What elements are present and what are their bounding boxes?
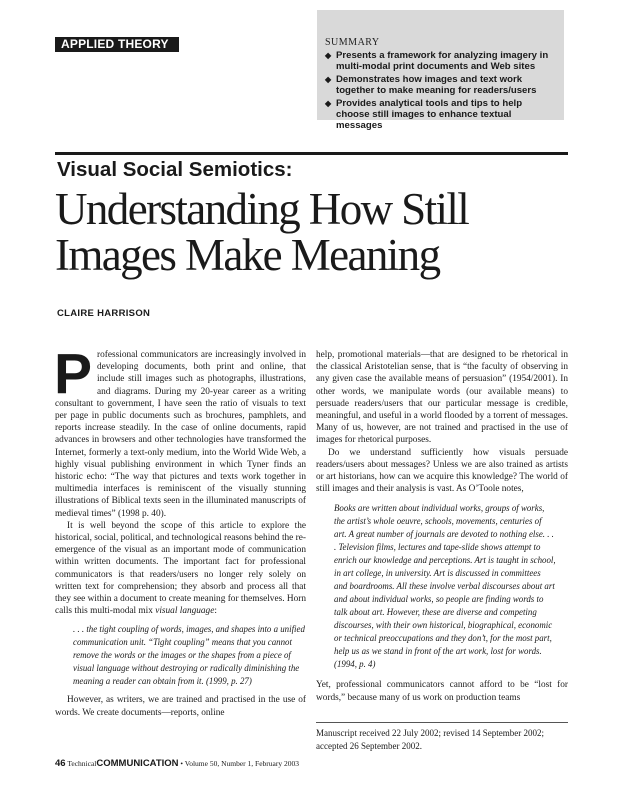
page-footer: [55, 758, 299, 769]
article-kicker: Visual Social Semiotics:: [57, 158, 293, 181]
paragraph: It is well beyond the scope of this article to explore the historical, social, political, and technological reasons behind the re-emergence of the visual as an important mode of communication within written documents. The important fact for professional communicators is that readers/users no longer rely solely on written text for comprehension; they absorb and process all that they see within a document to create meaning for themselves. Horn calls this multi-modal mix visual language:: [55, 520, 306, 617]
paragraph: Professional communicators are increasingly involved in developing documents, both print and online, that include still images such as photographs, illustrations, and diagrams. During my 20-year career as a writing consultant to government, I have seen the ratio of visuals to text per page in public documents such as brochures, pamphlets, and reports increase steadily. In the case of online documents, rapid advances in browsers and other technologies have transformed the Internet, formerly a text-only medium, into the World Wide Web, a highly visual publishing environment in which Tyner finds an historic echo: “The way that pictures and texts work together in multimedia interfaces is reminiscent of the visually stunning illustrations of Biblical texts seen in the illuminated manuscripts of medieval times” (1998 p. 40).: [54, 342, 306, 519]
block-quote: . . . the tight coupling of words, images, and shapes into a unified communication unit. “Tight coupling” means that you cannot remove the words or the images or the shapes from a piece of visual language without destroying or radically diminishing the meaning a reader can obtain from it. (1999, p. 27): [73, 624, 305, 687]
author-name: CLAIRE HARRISON: [57, 308, 151, 319]
diamond-bullet-icon: ◆: [325, 74, 332, 84]
paragraph: help, promotional materials—that are designed to be rhetorical in the classical Aristotelian sense, that is “the faculty of observing in any given case the available means of persuasion” (1954/2001). In other words, we manipulate words (our available means) to persuade readers/users that our particular message is credible, meaningful, and useful in a world flooded by a torrent of messages. Many of us, however, are not trained and practised in the use of images for rhetorical purposes.: [316, 350, 568, 446]
diamond-bullet-icon: ◆: [325, 98, 332, 108]
section-tag: APPLIED THEORY: [55, 37, 179, 52]
issue-info: • Volume 50, Number 1, February 2003: [180, 759, 299, 768]
title-rule: [55, 152, 568, 155]
paragraph: Do we understand sufficiently how visuals persuade readers/users about messages? Unless we are also trained as artists or art historians, how can we acquire this knowledge? The world of still images and their analysis is vast. As O’Toole notes,: [316, 447, 568, 495]
block-quote: Books are written about individual works, groups of works, the artist’s whole oeuvre, schools, movements, centuries of art. A great number of journals are devoted to nothing else. . . . Television films, lectures and tape-slide shows attempt to enrich our knowledge and perceptions. Art is taught in school, in art college, in university. Art is discussed in committees and boardrooms. All these involve verbal discourses about art and about individual works, so people are finding words to talk about art. However, these are diverse and competing discourses, with their own historical, biographical, economic or technical preoccupations and they don’t, for the most part, help us as we stand in front of the art work, lost for words. (1994, p. 4): [334, 503, 556, 670]
diamond-bullet-icon: ◆: [325, 51, 332, 60]
paragraph: However, as writers, we are trained and practised in the use of words. We create documents—reports, online: [55, 695, 306, 718]
journal-name-b: COMMUNICATION: [96, 758, 179, 769]
article-title: Understanding How Still Images Make Meaning: [55, 184, 469, 280]
summary-item: ◆ Demonstrates how images and text work together to make meaning for readers/users: [325, 73, 537, 97]
summary-item: ◆ Presents a framework for analyzing imagery in multi-modal print documents and Web sites: [325, 50, 549, 73]
body-column-left: [54, 342, 306, 719]
summary-heading: SUMMARY: [325, 37, 380, 48]
journal-name-a: Technical: [67, 759, 97, 768]
body-column-right: [316, 349, 568, 704]
paragraph: Yet, professional communicators cannot afford to be “lost for words,” because many of us work on production teams: [316, 680, 568, 703]
drop-cap: P: [54, 342, 93, 406]
summary-item: ◆ Provides analytical tools and tips to help choose still images to enhance textual messages: [325, 97, 523, 132]
manuscript-note: Manuscript received 22 July 2002; revised 14 September 2002; accepted 26 September 2002.: [316, 728, 544, 751]
footnote-rule: [316, 722, 568, 723]
summary-box: [317, 10, 564, 132]
page-number: 46: [55, 758, 66, 769]
